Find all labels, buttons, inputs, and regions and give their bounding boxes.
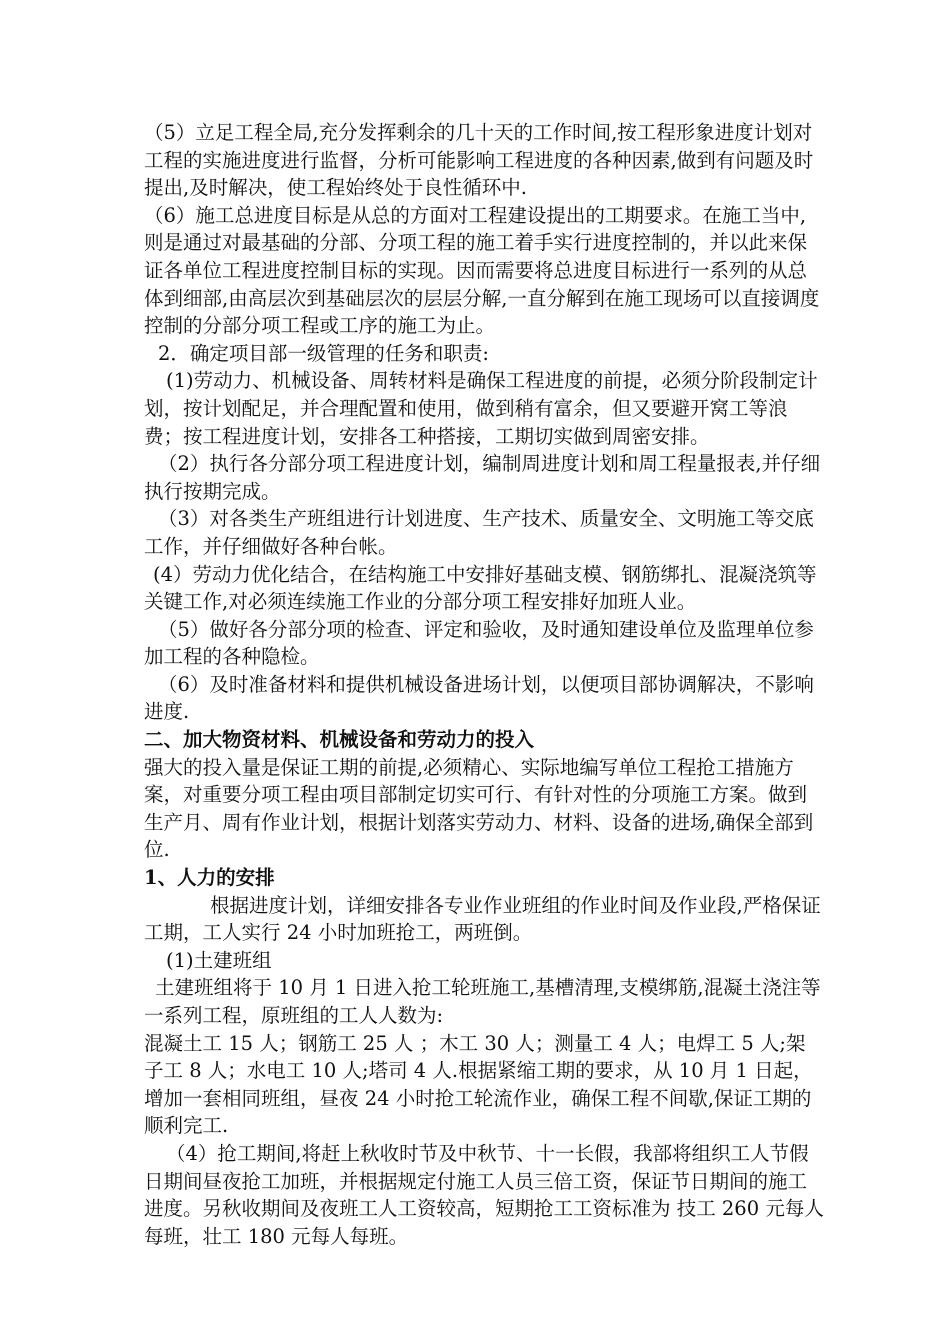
item-heading-civil-team: (1)土建班组 (166, 948, 272, 972)
section-2-heading: 2．确定项目部一级管理的任务和职责: (158, 341, 489, 365)
paragraph-5-inspection: （5）做好各分部分项的检查、评定和验收，及时通知建设单位及监理单位参加工程的各种隐检。 (144, 617, 814, 669)
section-heading-investment: 二、加大物资材料、机械设备和劳动力的投入 (144, 728, 535, 752)
paragraph-manpower-plan: 根据进度计划，详细安排各专业作业班组的作业时间及作业段,严格保证工期，工人实行 24 小时加班抢工，两班倒。 (144, 893, 821, 945)
paragraph-investment: 强大的投入量是保证工期的前提,必须精心、实际地编写单位工程抢工措施方案，对重要分项工程由项目部制定切实可行、有针对性的分项施工方案。做到生产月、周有作业计划，根据计划落实劳动力、材料、设备的进场,确保全部到位. (144, 755, 814, 862)
paragraph-3-briefing: （3）对各类生产班组进行计划进度、生产技术、质量安全、文明施工等交底工作，并仔细做好各种台帐。 (144, 507, 814, 558)
paragraph-6-total-schedule-goal: （6）施工总进度目标是从总的方面对工程建设提出的工期要求。在施工当中,则是通过对最基础的分部、分项工程的施工着手实行进度控制的，并以此来保证各单位工程进度控制目标的实现。因而需要将总进度目标进行一系列的从总体到细部,由高层次到基础层次的层层分解,一直分解到在施工现场可以直接调度控制的分部分项工程或工序的施工为止。 (144, 203, 820, 338)
paragraph-5-overall-schedule: （5）立足工程全局,充分发挥剩余的几十天的工作时间,按工程形象进度计划对工程的实施进度进行监督，分析可能影响工程进度的各种因素,做到有问题及时提出,及时解决，使工程始终处于良性循环中. (144, 121, 814, 200)
paragraph-2-execute-plan: （2）执行各分部分项工程进度计划，编制周进度计划和周工程量报表,并仔细执行按期完成。 (144, 452, 821, 503)
paragraph-6-materials-plan: （6）及时准备材料和提供机械设备进场计划，以便项目部协调解决，不影响进度. (144, 672, 814, 724)
paragraph-civil-team: 土建班组将于 10 月 1 日进入抢工轮班施工,基槽清理,支模绑筋,混凝土浇注等一系列工程，原班组的工人人数为: (144, 976, 821, 1027)
subsection-heading-manpower: 1、人力的安排 (144, 866, 275, 890)
paragraph-1-labor-machinery: (1)劳动力、机械设备、周转材料是确保工程进度的前提，必须分阶段制定计划，按计划配足，并合理配置和使用，做到稍有富余，但又要避开窝工等浪费；按工程进度计划，安排各工种搭接，工期切实做到周密安排。 (144, 369, 818, 448)
document-body (144, 119, 824, 1250)
paragraph-4-labor-optimization: (4）劳动力优化结合，在结构施工中安排好基础支模、钢筋绑扎、混凝浇筑等关键工作,对必须连续施工作业的分部分项工程安排好加班人业。 (144, 562, 817, 614)
paragraph-4-holiday-rush: （4）抢工期间,将赶上秋收时节及中秋节、十一长假，我部将组织工人节假日期间昼夜抢工加班，并根据规定付施工人员三倍工资，保证节日期间的施工进度。另秋收期间及夜班工人工资较高，短期抢工工资标准为 技工 260 元每人每班，壮工 180 元每人每班。 (144, 1141, 824, 1248)
paragraph-worker-counts: 混凝土工 15 人；钢筋工 25 人 ；木工 30 人；测量工 4 人；电焊工 5 人;架子工 8 人；水电工 10 人;塔司 4 人.根据紧缩工期的要求，从 10 月 1 日起，增加一套相同班组，昼夜 24 小时抢工轮流作业，确保工程不间歇,保证工期的顺利完工. (144, 1031, 813, 1138)
